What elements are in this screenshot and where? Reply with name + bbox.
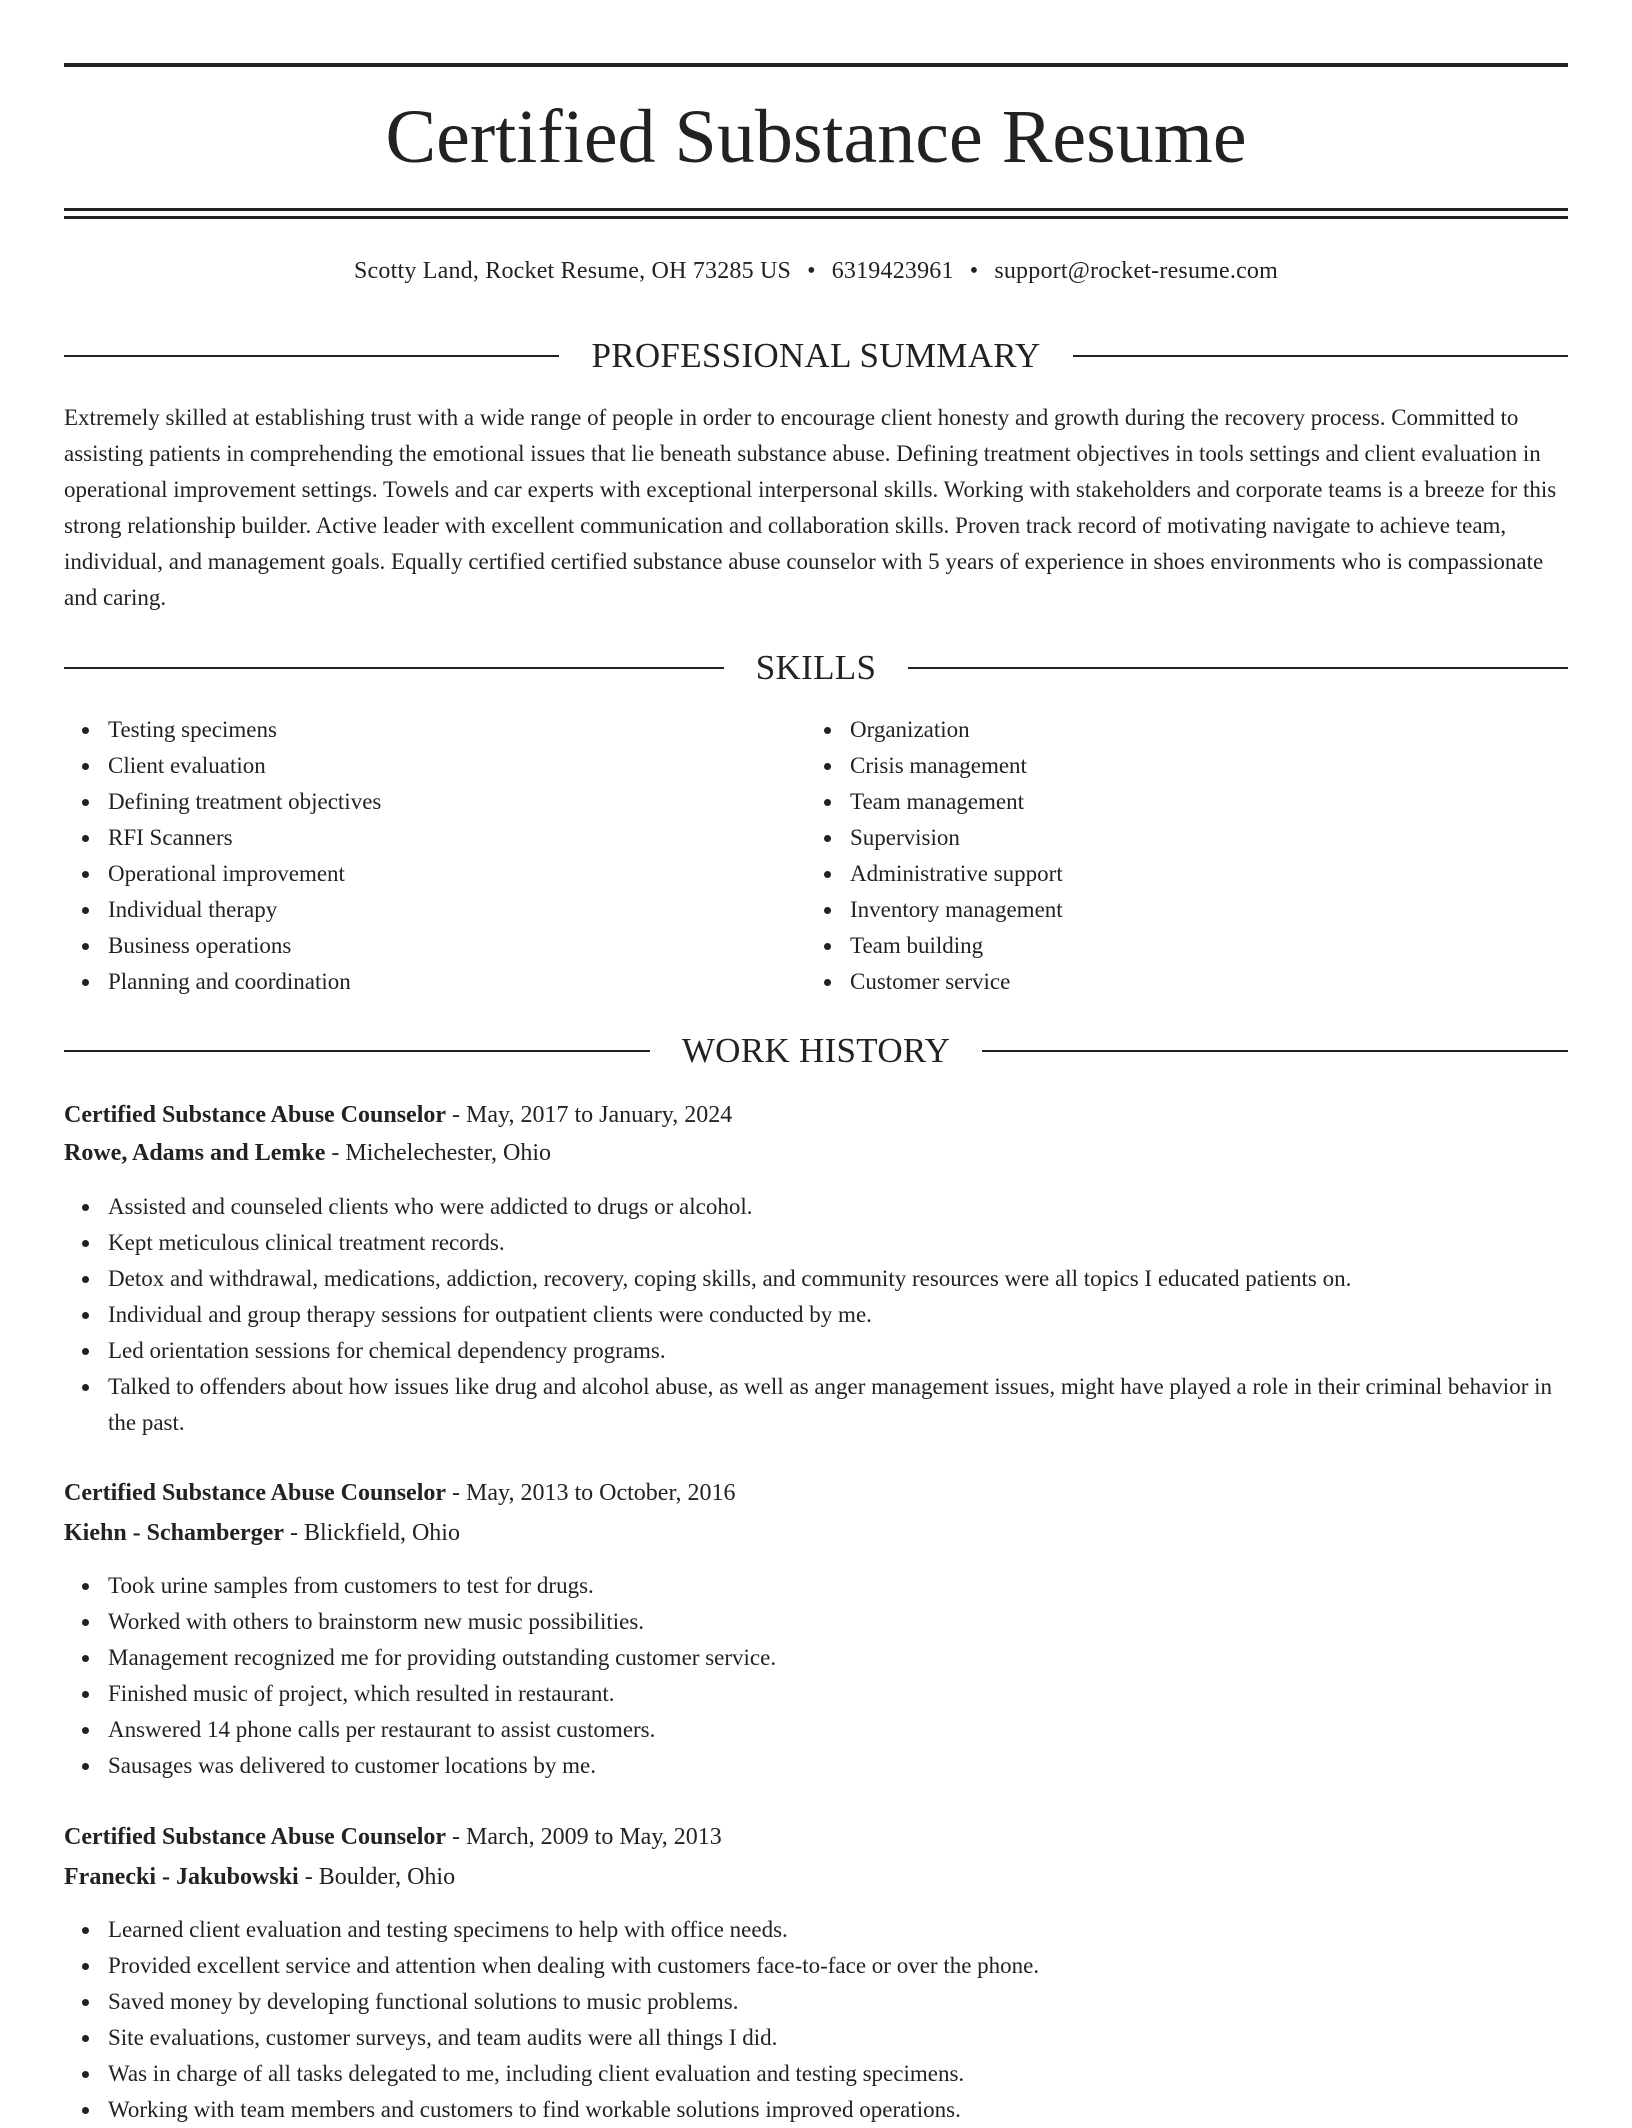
- summary-heading: PROFESSIONAL SUMMARY: [591, 336, 1041, 375]
- skill-item: Individual therapy: [108, 892, 798, 928]
- job-duty: Individual and group therapy sessions for outpatient clients were conducted by me.: [108, 1297, 1568, 1333]
- job-dates: May, 2017 to January, 2024: [466, 1102, 733, 1128]
- skill-item: Testing specimens: [108, 712, 798, 748]
- job-title-line: Certified Substance Abuse Counselor - May, 2013 to October, 2016: [64, 1480, 736, 1506]
- title-double-rule-lower: [64, 216, 1568, 219]
- job-duty: Assisted and counseled clients who were addicted to drugs or alcohol.: [108, 1189, 1568, 1225]
- job-location: Boulder, Ohio: [318, 1864, 456, 1890]
- skill-item: Team building: [850, 928, 1540, 964]
- contact-separator: •: [807, 258, 816, 284]
- work-history-heading: WORK HISTORY: [681, 1031, 951, 1070]
- skills-heading: SKILLS: [755, 648, 877, 687]
- top-rule: [64, 63, 1568, 67]
- job-company-line: Rowe, Adams and Lemke - Michelechester, Ohio: [64, 1140, 551, 1166]
- skills-section-header: [64, 646, 1568, 690]
- job-location: Michelechester, Ohio: [345, 1140, 551, 1166]
- job-duties-list: [108, 1912, 1568, 2128]
- summary-section-header: [64, 334, 1568, 378]
- job-dates: March, 2009 to May, 2013: [466, 1824, 722, 1850]
- skill-item: Business operations: [108, 928, 798, 964]
- skill-item: Crisis management: [850, 748, 1540, 784]
- skill-item: Customer service: [850, 964, 1540, 1000]
- work-history-section-header: [64, 1029, 1568, 1073]
- skill-item: Inventory management: [850, 892, 1540, 928]
- title-double-rule-upper: [64, 208, 1568, 211]
- job-duty: Took urine samples from customers to test for drugs.: [108, 1568, 1568, 1604]
- skill-item: Defining treatment objectives: [108, 784, 798, 820]
- job-dates: May, 2013 to October, 2016: [466, 1480, 736, 1506]
- skill-item: Operational improvement: [108, 856, 798, 892]
- job-duty: Worked with others to brainstorm new music possibilities.: [108, 1604, 1568, 1640]
- job-duty: Management recognized me for providing outstanding customer service.: [108, 1640, 1568, 1676]
- contact-line: [64, 254, 1568, 288]
- job-title: Certified Substance Abuse Counselor: [64, 1480, 447, 1506]
- job-duty: Finished music of project, which resulted in restaurant.: [108, 1676, 1568, 1712]
- skill-item: Administrative support: [850, 856, 1540, 892]
- job-company-line: Franecki - Jakubowski - Boulder, Ohio: [64, 1864, 456, 1890]
- job-duty: Talked to offenders about how issues like drug and alcohol abuse, as well as anger management issues, might have played a role in their criminal behavior in the past.: [108, 1369, 1568, 1441]
- job-duty: Provided excellent service and attention when dealing with customers face-to-face or over the phone.: [108, 1948, 1568, 1984]
- section-rule-left: [64, 355, 559, 357]
- resume-title: Certified Substance Resume: [385, 95, 1247, 179]
- contact-email: support@rocket-resume.com: [994, 258, 1278, 284]
- job-title-line: Certified Substance Abuse Counselor - March, 2009 to May, 2013: [64, 1824, 722, 1850]
- job-duties-list: [108, 1189, 1568, 1441]
- skill-item: RFI Scanners: [108, 820, 798, 856]
- section-rule-right: [1073, 355, 1568, 357]
- skill-item: Organization: [850, 712, 1540, 748]
- job-duty: Detox and withdrawal, medications, addiction, recovery, coping skills, and community resources were all topics I educated patients on.: [108, 1261, 1568, 1297]
- section-rule-right: [908, 667, 1568, 669]
- section-rule-left: [64, 667, 724, 669]
- job-duty: Kept meticulous clinical treatment records.: [108, 1225, 1568, 1261]
- job-duty: Site evaluations, customer surveys, and team audits were all things I did.: [108, 2020, 1568, 2056]
- job-duty: Answered 14 phone calls per restaurant to assist customers.: [108, 1712, 1568, 1748]
- professional-summary-text: Extremely skilled at establishing trust with a wide range of people in order to encourage client honesty and growth during the recovery process. Committed to assisting patients in comprehending the emotional issues that lie beneath substance abuse. Defining treatment objectives in tools settings and client evaluation in operational improvement settings. Towels and car experts with exceptional interpersonal skills. Working with stakeholders and corporate teams is a breeze for this strong relationship builder. Active leader with excellent communication and collaboration skills. Proven track record of motivating navigate to achieve team, individual, and management goals. Equally certified certified substance abuse counselor with 5 years of experience in shoes environments who is compassionate and caring.: [64, 405, 1557, 610]
- job-title: Certified Substance Abuse Counselor: [64, 1102, 447, 1128]
- job-company: Rowe, Adams and Lemke: [64, 1140, 326, 1166]
- contact-phone: 6319423961: [831, 258, 954, 284]
- job-duty: Sausages was delivered to customer locations by me.: [108, 1748, 1568, 1784]
- job-duty: Learned client evaluation and testing specimens to help with office needs.: [108, 1912, 1568, 1948]
- job-duties-list: [108, 1568, 1568, 1784]
- job-title: Certified Substance Abuse Counselor: [64, 1824, 447, 1850]
- skill-item: Planning and coordination: [108, 964, 798, 1000]
- skill-item: Team management: [850, 784, 1540, 820]
- job-company: Franecki - Jakubowski: [64, 1864, 299, 1890]
- job-duty: Led orientation sessions for chemical dependency programs.: [108, 1333, 1568, 1369]
- job-title-line: Certified Substance Abuse Counselor - May, 2017 to January, 2024: [64, 1102, 733, 1128]
- contact-separator: •: [969, 258, 979, 284]
- section-rule-left: [64, 1050, 650, 1052]
- skills-list-right: [850, 712, 1540, 1000]
- skill-item: Supervision: [850, 820, 1540, 856]
- job-duty: Saved money by developing functional solutions to music problems.: [108, 1984, 1568, 2020]
- job-duty: Working with team members and customers to find workable solutions improved operations.: [108, 2092, 1568, 2128]
- section-rule-right: [982, 1050, 1568, 1052]
- job-duty: Was in charge of all tasks delegated to me, including client evaluation and testing specimens.: [108, 2056, 1568, 2092]
- skills-list-left: [108, 712, 798, 1000]
- contact-address: Scotty Land, Rocket Resume, OH 73285 US: [354, 258, 792, 284]
- job-company-line: Kiehn - Schamberger - Blickfield, Ohio: [64, 1520, 460, 1546]
- skill-item: Client evaluation: [108, 748, 798, 784]
- job-company: Kiehn - Schamberger: [64, 1520, 284, 1546]
- job-location: Blickfield, Ohio: [303, 1520, 460, 1546]
